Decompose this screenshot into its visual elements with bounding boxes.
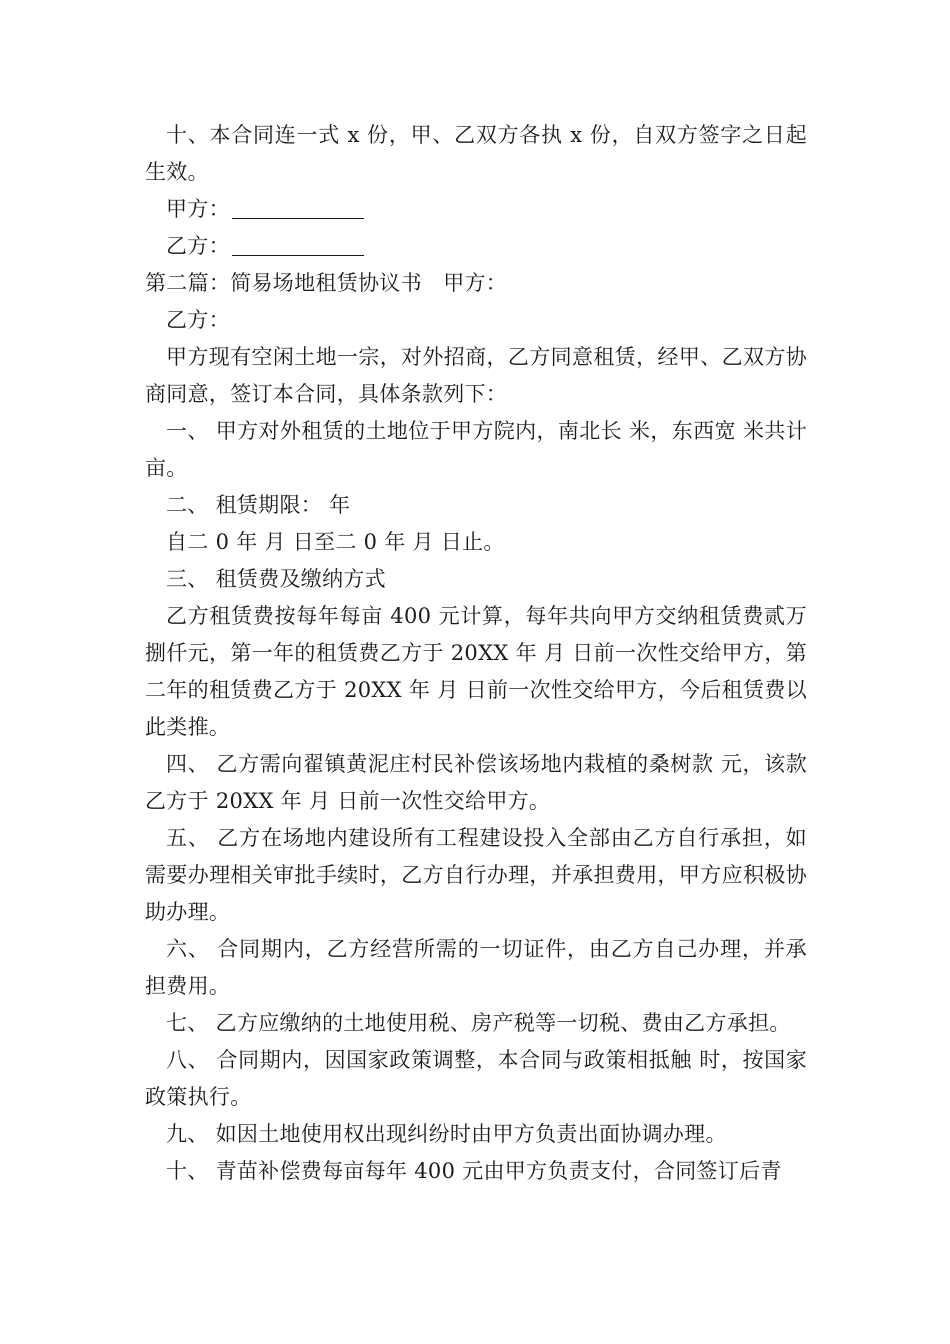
- clause-8: 八、 合同期内，因国家政策调整，本合同与政策相抵触 时，按国家政策执行。: [145, 1048, 807, 1109]
- chapter2-heading: 第二篇：简易场地租赁协议书 甲方：: [145, 271, 508, 295]
- clause-6: 六、 合同期内，乙方经营所需的一切证件，由乙方自己办理，并承担费用。: [145, 937, 807, 998]
- party-a-signature: [145, 191, 807, 228]
- clause-3-body: 乙方租赁费按每年每亩 400 元计算，每年共向甲方交纳租赁费贰万捌仟元，第一年的租赁费乙方于 20XX 年 月 日前一次性交给甲方，第二年的租赁费乙方于 20XX 年 月 日前一次性交给甲方，今后租赁费以此类推。: [145, 604, 807, 739]
- intro-paragraph: 甲方现有空闲土地一宗，对外招商，乙方同意租赁，经甲、乙双方协商同意，签订本合同，具体条款列下：: [145, 345, 807, 406]
- party-b-label: 乙方：: [166, 234, 230, 258]
- clause-2: 二、 租赁期限： 年: [166, 493, 351, 517]
- clause-9: 九、 如因土地使用权出现纠纷时由甲方负责出面协调办理。: [166, 1122, 727, 1146]
- clause-10: 十、 青苗补偿费每亩每年 400 元由甲方负责支付，合同签订后青: [166, 1159, 782, 1183]
- party-b-signature-line: [232, 229, 364, 256]
- clause-2-dates: 自二 0 年 月 日至二 0 年 月 日止。: [166, 530, 505, 554]
- clause-5: 五、 乙方在场地内建设所有工程建设投入全部由乙方自行承担，如需要办理相关审批手续时，乙方自行办理，并承担费用，甲方应积极协助办理。: [145, 826, 807, 924]
- party-b-signature: [145, 228, 807, 265]
- party-a-signature-line: [232, 192, 364, 219]
- clause-1: 一、 甲方对外租赁的土地位于甲方院内，南北长 米，东西宽 米共计 亩。: [145, 419, 807, 480]
- chapter2-party-b: 乙方：: [166, 308, 230, 332]
- clause-7: 七、 乙方应缴纳的土地使用税、房产税等一切税、费由乙方承担。: [166, 1011, 791, 1035]
- party-a-label: 甲方：: [166, 197, 230, 221]
- document-page: [145, 117, 807, 1190]
- clause-4: 四、 乙方需向翟镇黄泥庄村民补偿该场地内栽植的桑树款 元，该款乙方于 20XX 年 月 日前一次性交给甲方。: [145, 752, 807, 813]
- para-effective: 十、本合同连一式 x 份，甲、乙双方各执 x 份，自双方签字之日起生效。: [145, 123, 807, 184]
- clause-3: 三、 租赁费及缴纳方式: [166, 567, 386, 591]
